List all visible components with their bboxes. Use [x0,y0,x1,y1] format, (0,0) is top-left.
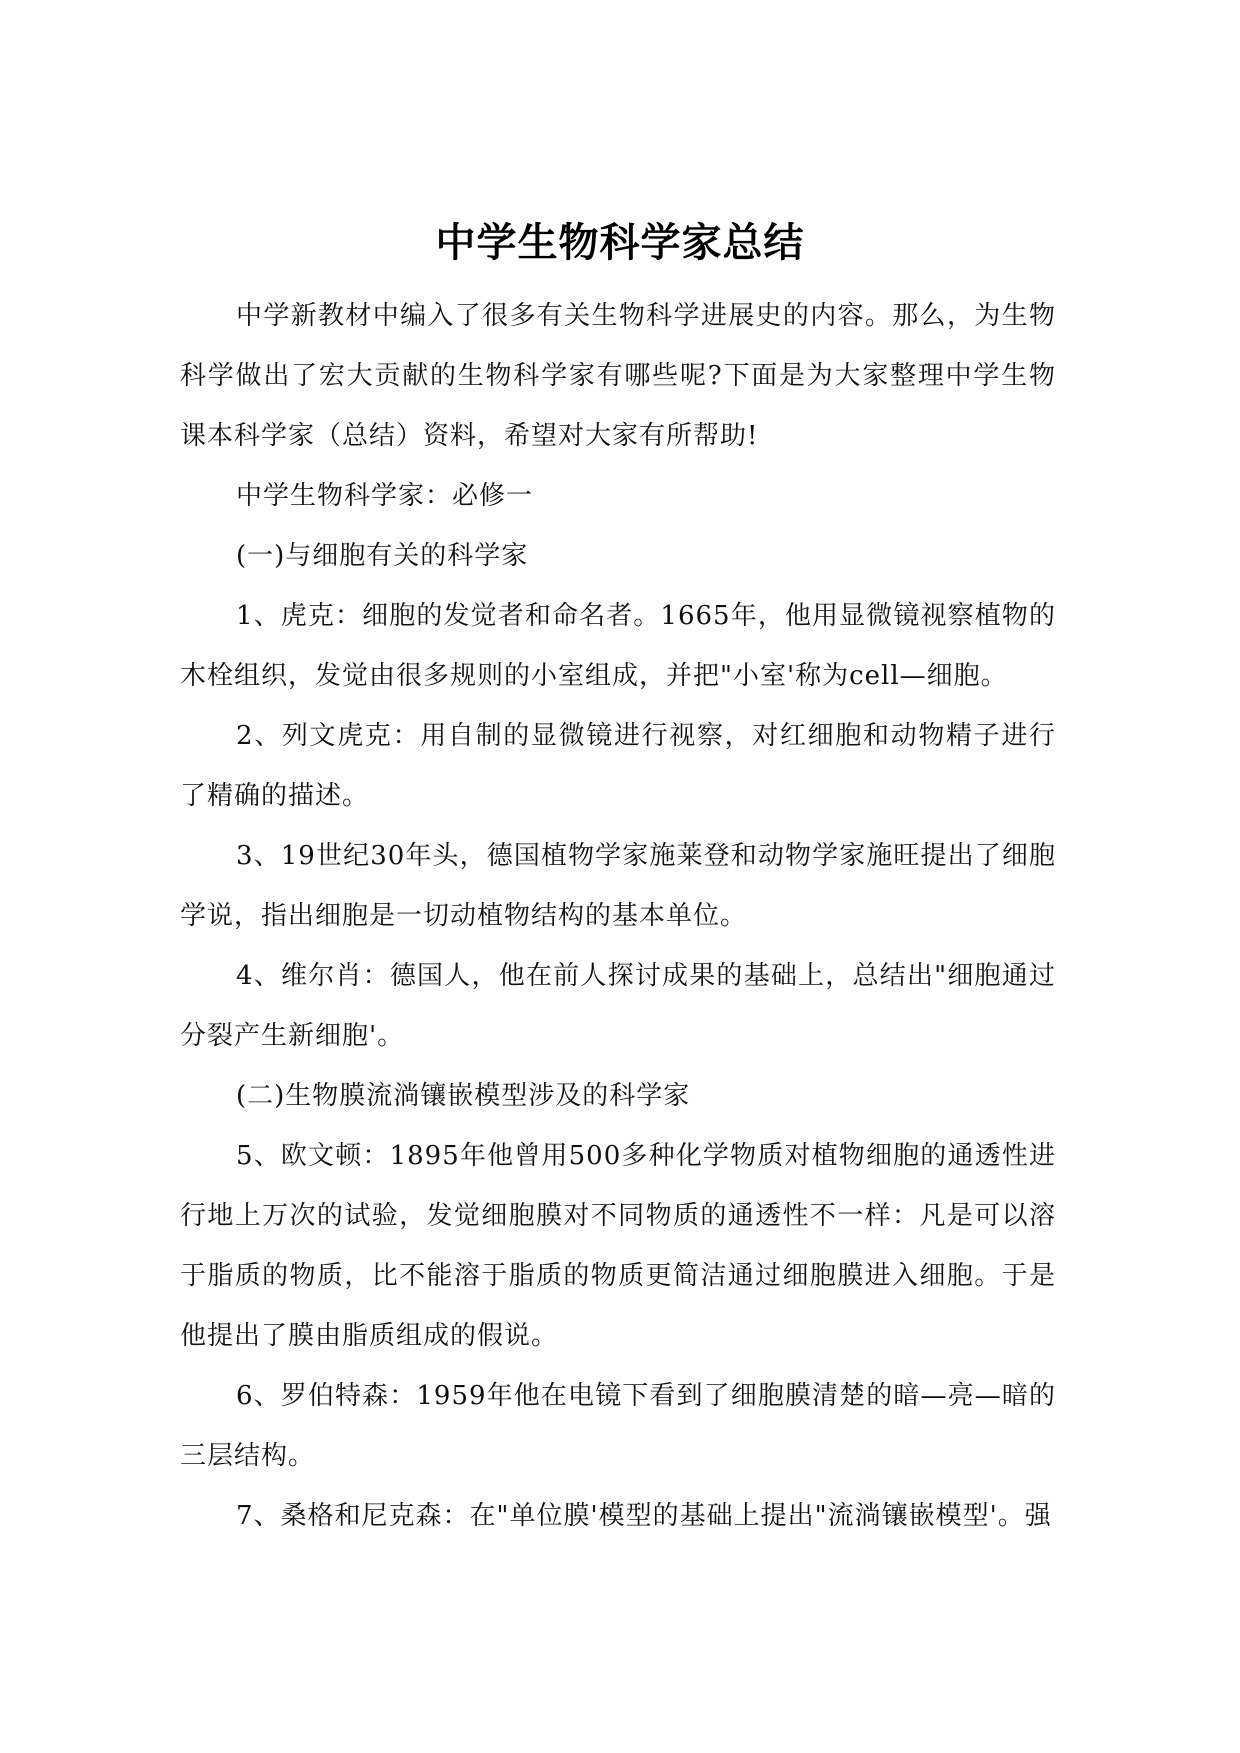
subsection-heading: (一)与细胞有关的科学家 [236,541,529,571]
document-body [180,286,1056,1546]
section-heading: 中学生物科学家：必修一 [236,481,534,511]
list-item: 2、列文虎克：用自制的显微镜进行视察，对红细胞和动物精子进行了精确的描述。 [180,721,1056,811]
list-item: 7、桑格和尼克森：在"单位膜'模型的基础上提出"流淌镶嵌模型'。强 [236,1501,1052,1531]
list-item: 6、罗伯特森：1959年他在电镜下看到了细胞膜清楚的暗—亮—暗的三层结构。 [180,1381,1056,1471]
intro-paragraph: 中学新教材中编入了很多有关生物科学进展史的内容。那么，为生物科学做出了宏大贡献的生物科学家有哪些呢?下面是为大家整理中学生物课本科学家（总结）资料，希望对大家有所帮助! [180,301,1056,451]
page-title: 中学生物科学家总结 [435,219,805,266]
list-item: 4、维尔肖：德国人，他在前人探讨成果的基础上，总结出"细胞通过分裂产生新细胞'。 [180,961,1056,1051]
list-item: 3、19世纪30年头，德国植物学家施莱登和动物学家施旺提出了细胞学说，指出细胞是一切动植物结构的基本单位。 [180,841,1056,931]
list-item: 5、欧文顿：1895年他曾用500多种化学物质对植物细胞的通透性进行地上万次的试验，发觉细胞膜对不同物质的通透性不一样：凡是可以溶于脂质的物质，比不能溶于脂质的物质更简洁通过细胞膜进入细胞。于是他提出了膜由脂质组成的假说。 [180,1141,1056,1351]
list-item: 1、虎克：细胞的发觉者和命名者。1665年，他用显微镜视察植物的木栓组织，发觉由很多规则的小室组成，并把"小室'称为cell—细胞。 [180,601,1056,691]
subsection-heading: (二)生物膜流淌镶嵌模型涉及的科学家 [236,1081,691,1111]
